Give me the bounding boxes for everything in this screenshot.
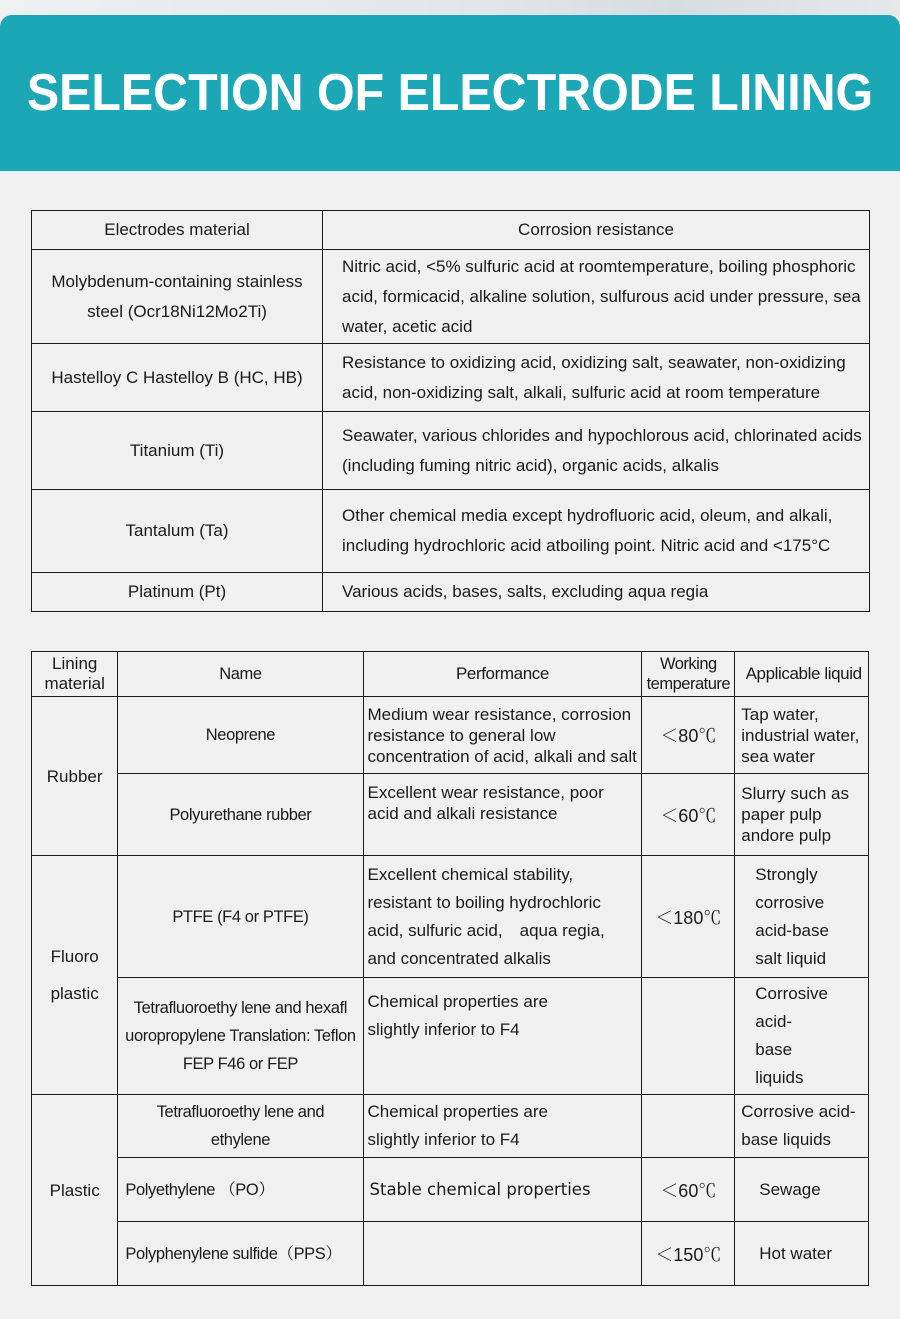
lining-group-fluoro-plastic: Fluoro plastic: [32, 856, 118, 1095]
temperature-cell: ＜80℃: [642, 697, 735, 774]
header-working-temperature: [642, 652, 735, 697]
table-row: [32, 978, 869, 1095]
header-line: Lining: [51, 654, 98, 673]
liquid-cell: Sewage: [735, 1158, 869, 1222]
top-strip: [0, 0, 900, 16]
material-cell: Platinum (Pt): [32, 573, 323, 612]
resistance-cell: Other chemical media except hydrofluoric acid, oleum, and alkali, including hydrochloric acid atboiling point. Nitric acid and <175°C: [323, 490, 870, 573]
temperature-cell: ＜60℃: [642, 774, 735, 856]
performance-cell: [363, 1222, 642, 1286]
table-row: [32, 573, 870, 612]
name-cell: Polyurethane rubber: [118, 774, 363, 856]
header-line: temperature: [646, 675, 731, 693]
material-cell: Tantalum (Ta): [32, 490, 323, 573]
liquid-cell: Hot water: [735, 1222, 869, 1286]
performance-cell: Chemical properties are slightly inferior to F4: [363, 1095, 642, 1158]
table-header-row: [32, 652, 869, 697]
header-applicable-liquid: Applicable liquid: [735, 652, 869, 697]
name-cell: Polyethylene （PO）: [118, 1158, 363, 1222]
lining-group-plastic: Plastic: [32, 1095, 118, 1286]
table-row: [32, 1158, 869, 1222]
temperature-cell: ＜150℃: [642, 1222, 735, 1286]
liquid-cell: Strongly corrosive acid-base salt liquid: [735, 856, 869, 978]
liquid-cell: Tap water, industrial water, sea water: [735, 697, 869, 774]
table-row: [32, 344, 870, 412]
table-row: [32, 1095, 869, 1158]
performance-cell: Stable chemical properties: [363, 1158, 642, 1222]
name-cell: Neoprene: [118, 697, 363, 774]
header-name: Name: [118, 652, 363, 697]
resistance-cell: Seawater, various chlorides and hypochlorous acid, chlorinated acids (including fuming nitric acid), organic acids, alkalis: [323, 412, 870, 490]
table-row: [32, 490, 870, 573]
material-cell: Hastelloy C Hastelloy B (HC, HB): [32, 344, 323, 412]
lining-table: [31, 651, 869, 1286]
table-header-row: [32, 211, 870, 250]
table-row: [32, 412, 870, 490]
performance-cell: Medium wear resistance, corrosion resistance to general low concentration of acid, alkali and salt: [363, 697, 642, 774]
liquid-cell: Corrosive acid-base liquids: [735, 1095, 869, 1158]
header-corrosion-resistance: Corrosion resistance: [323, 211, 870, 250]
lining-group-rubber: Rubber: [32, 697, 118, 856]
temperature-cell: [642, 1095, 735, 1158]
temperature-cell: ＜180℃: [642, 856, 735, 978]
material-cell: Titanium (Ti): [32, 412, 323, 490]
header-line: material: [44, 674, 105, 693]
performance-cell: Excellent chemical stability, resistant to boiling hydrochloric acid, sulfuric acid, aqua regia, and concentrated alkalis: [363, 856, 642, 978]
resistance-cell: Various acids, bases, salts, excluding aqua regia: [323, 573, 870, 612]
performance-cell: Chemical properties are slightly inferior to F4: [363, 978, 642, 1095]
table-row: [32, 856, 869, 978]
table-row: [32, 1222, 869, 1286]
table-row: [32, 774, 869, 856]
header-lining-material: [32, 652, 118, 697]
header-banner: [0, 15, 900, 171]
resistance-cell: Resistance to oxidizing acid, oxidizing salt, seawater, non-oxidizing acid, non-oxidizing salt, alkali, sulfuric acid at room temperature: [323, 344, 870, 412]
name-cell: PTFE (F4 or PTFE): [118, 856, 363, 978]
resistance-cell: Nitric acid, <5% sulfuric acid at roomtemperature, boiling phosphoric acid, formicacid, alkaline solution, sulfurous acid under pressure, sea water, acetic acid: [323, 250, 870, 344]
header-electrodes-material: Electrodes material: [32, 211, 323, 250]
liquid-cell: Slurry such as paper pulp andore pulp: [735, 774, 869, 856]
performance-cell: Excellent wear resistance, poor acid and alkali resistance: [363, 774, 642, 856]
table-row: [32, 697, 869, 774]
electrodes-table: [31, 210, 870, 612]
page-title: SELECTION OF ELECTRODE LINING: [26, 64, 874, 122]
header-line: Working: [659, 655, 717, 673]
name-cell: Tetrafluoroethy lene and hexafl uoropropylene Translation: Teflon FEP F46 or FEP: [118, 978, 363, 1095]
temperature-cell: ＜60℃: [642, 1158, 735, 1222]
table-row: [32, 250, 870, 344]
name-cell: Tetrafluoroethy lene and ethylene: [118, 1095, 363, 1158]
temperature-cell: [642, 978, 735, 1095]
name-cell: Polyphenylene sulfide（PPS）: [118, 1222, 363, 1286]
liquid-cell: Corrosive acid-base liquids: [735, 978, 869, 1095]
material-cell: Molybdenum-containing stainless steel (Ocr18Ni12Mo2Ti): [32, 250, 323, 344]
header-performance: Performance: [363, 652, 642, 697]
